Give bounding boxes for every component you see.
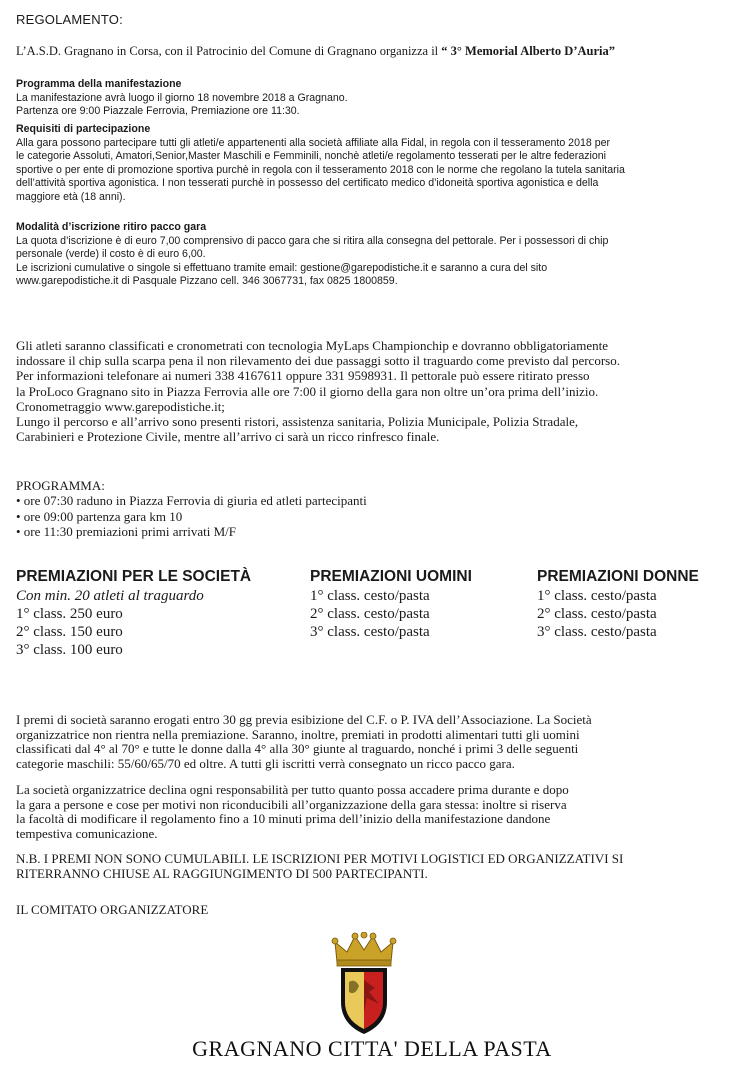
text-line: Le iscrizioni cumulative o singole si effettuano tramite email: gestione@garepodistiche.it e saranno a cura del sito: [16, 261, 548, 274]
section-programma-manifestazione: [16, 78, 732, 119]
text-line: la ProLoco Gragnano sito in Piazza Ferrovia alle ore 7:00 il giorno della gara non oltre un’ora prima dell’inizio.: [16, 383, 599, 399]
text-line: organizzatrice non rientra nella premiazione. Saranno, inoltre, premiati in prodotti alimentari tutti gli uomini: [16, 726, 580, 742]
prize-line: 1° class. cesto/pasta: [537, 588, 657, 604]
premi-paragraph: [16, 713, 736, 771]
text-line: Partenza ore 9:00 Piazzale Ferrovia, Premiazione ore 11:30.: [16, 105, 300, 118]
prize-line: 2° class. cesto/pasta: [310, 606, 430, 622]
intro-text: L’A.S.D. Gragnano in Corsa, con il Patrocinio del Comune di Gragnano organizza il: [16, 44, 442, 58]
premiazioni-societa: [16, 568, 251, 659]
text-line: indossare il chip sulla scarpa pena il non rilevamento dei due passaggi sotto il traguardo come previsto dal percorso.: [16, 353, 620, 369]
text-line: La manifestazione avrà luogo il giorno 18 novembre 2018 a Gragnano.: [16, 91, 348, 104]
footer-title: GRAGNANO CITTA' DELLA PASTA: [192, 1036, 552, 1061]
text-line: maggiore età (18 anni).: [16, 190, 126, 203]
text-line: Lungo il percorso e all’arrivo sono presenti ristori, assistenza sanitaria, Polizia Municipale, Polizia Stradale,: [16, 414, 579, 430]
prize-line: 2° class. cesto/pasta: [537, 606, 657, 622]
text-line: dell’attività sportiva agonistica. I non tesserati purchè in possesso del certificato medico d’idoneità sportiva agonistica e della: [16, 177, 599, 190]
text-line: tempestiva comunicazione.: [16, 825, 158, 841]
prize-line: 1° class. cesto/pasta: [310, 588, 430, 604]
athletes-info: [16, 338, 732, 444]
premiazioni-heading: PREMIAZIONI DONNE: [537, 568, 699, 585]
text-line: Per informazioni telefonare ai numeri 338 4167611 oppure 331 9598931. Il pettorale può essere ritirato presso: [16, 368, 590, 384]
premiazioni-heading: PREMIAZIONI PER LE SOCIETÀ: [16, 568, 252, 585]
premiazioni-donne: [537, 568, 699, 641]
text-line: le categorie Assoluti, Amatori,Senior,Master Maschili e Femminili, nonchè atleti/e regolamento tesserati per le altre federazioni: [16, 150, 607, 163]
text-line: sportive o per ente di promozione sportiva purchè in regola con il tesseramento 2018 con le norme che regolano la tutela sanitaria: [16, 163, 625, 176]
section-modalita-iscrizione: [16, 221, 732, 289]
programma-list: [16, 478, 367, 540]
comitato-signature: IL COMITATO ORGANIZZATORE: [16, 902, 209, 917]
text-line: La quota d’iscrizione è di euro 7,00 comprensivo di pacco gara che si ritira alla consegna del pettorale. Per i possessori di chip: [16, 234, 609, 247]
text-line: Alla gara possono partecipare tutti gli atleti/e appartenenti alla società affiliate alla Fidal, in regola con il tesseramento 2018 per: [16, 136, 610, 149]
prize-line: 2° class. 150 euro: [16, 624, 123, 640]
section-heading: Requisiti di partecipazione: [16, 123, 151, 135]
text-line: I premi di società saranno erogati entro 30 gg previa esibizione del C.F. o P. IVA dell’Associazione. La Società: [16, 712, 592, 727]
intro-line: [16, 44, 615, 59]
text-line: Cronometraggio www.garepodistiche.it;: [16, 398, 225, 414]
premiazioni-heading: PREMIAZIONI UOMINI: [310, 568, 472, 585]
prize-line: 1° class. 250 euro: [16, 606, 123, 622]
document-title: REGOLAMENTO:: [16, 12, 123, 27]
text-line: Gli atleti saranno classificati e cronometrati con tecnologia MyLaps Championchip e dovranno obbligatoriamente: [16, 338, 609, 353]
section-requisiti: [16, 123, 732, 205]
text-line: la gara a persone e cose per motivi non riconducibili all’organizzazione della gara stessa: inoltre si riserva: [16, 796, 567, 812]
responsabilita-paragraph: [16, 783, 736, 841]
text-line: www.garepodistiche.it di Pasquale Pizzano cell. 346 3067731, fax 0825 1800859.: [16, 275, 398, 288]
text-line: categorie maschili: 55/60/65/70 ed oltre. A tutti gli iscritti verrà consegnato un ricco pacco gara.: [16, 755, 515, 771]
gragnano-coat-of-arms-icon: [329, 932, 399, 1036]
list-item: • ore 09:00 partenza gara km 10: [16, 508, 183, 524]
text-line: Carabinieri e Protezione Civile, mentre all’arrivo ci sarà un ricco rinfresco finale.: [16, 429, 440, 445]
text-line: classificati dal 4° al 70° e tutte le donne dalla 4° alla 30° giunte al traguardo, nonché i primi 3 delle seguenti: [16, 741, 579, 757]
premiazioni-subtitle: Con min. 20 atleti al traguardo: [16, 588, 204, 604]
list-item: • ore 07:30 raduno in Piazza Ferrovia di giuria ed atleti partecipanti: [16, 493, 367, 509]
text-line: RITERRANNO CHIUSE AL RAGGIUNGIMENTO DI 500 PARTECIPANTI.: [16, 865, 428, 881]
premiazioni-uomini: [310, 568, 472, 641]
section-heading: Programma della manifestazione: [16, 78, 182, 90]
text-line: la facoltà di modificare il regolamento fino a 10 minuti prima dell’inizio della manifestazione dandone: [16, 811, 551, 827]
prize-line: 3° class. cesto/pasta: [310, 624, 430, 640]
prize-line: 3° class. 100 euro: [16, 642, 123, 658]
prize-line: 3° class. cesto/pasta: [537, 624, 657, 640]
event-name: “ 3° Memorial Alberto D’Auria”: [441, 44, 615, 58]
text-line: N.B. I PREMI NON SONO CUMULABILI. LE ISCRIZIONI PER MOTIVI LOGISTICI ED ORGANIZZATIVI SI: [16, 851, 624, 866]
list-item: • ore 11:30 premiazioni primi arrivati M/F: [16, 524, 236, 540]
section-heading: Modalità d’iscrizione ritiro pacco gara: [16, 221, 207, 233]
nota-bene: [16, 852, 736, 881]
programma-heading: PROGRAMMA:: [16, 478, 105, 493]
text-line: personale (verde) il costo è di euro 6,00.: [16, 248, 206, 261]
text-line: La società organizzatrice declina ogni responsabilità per tutto quanto possa accadere prima durante e dopo: [16, 782, 569, 797]
